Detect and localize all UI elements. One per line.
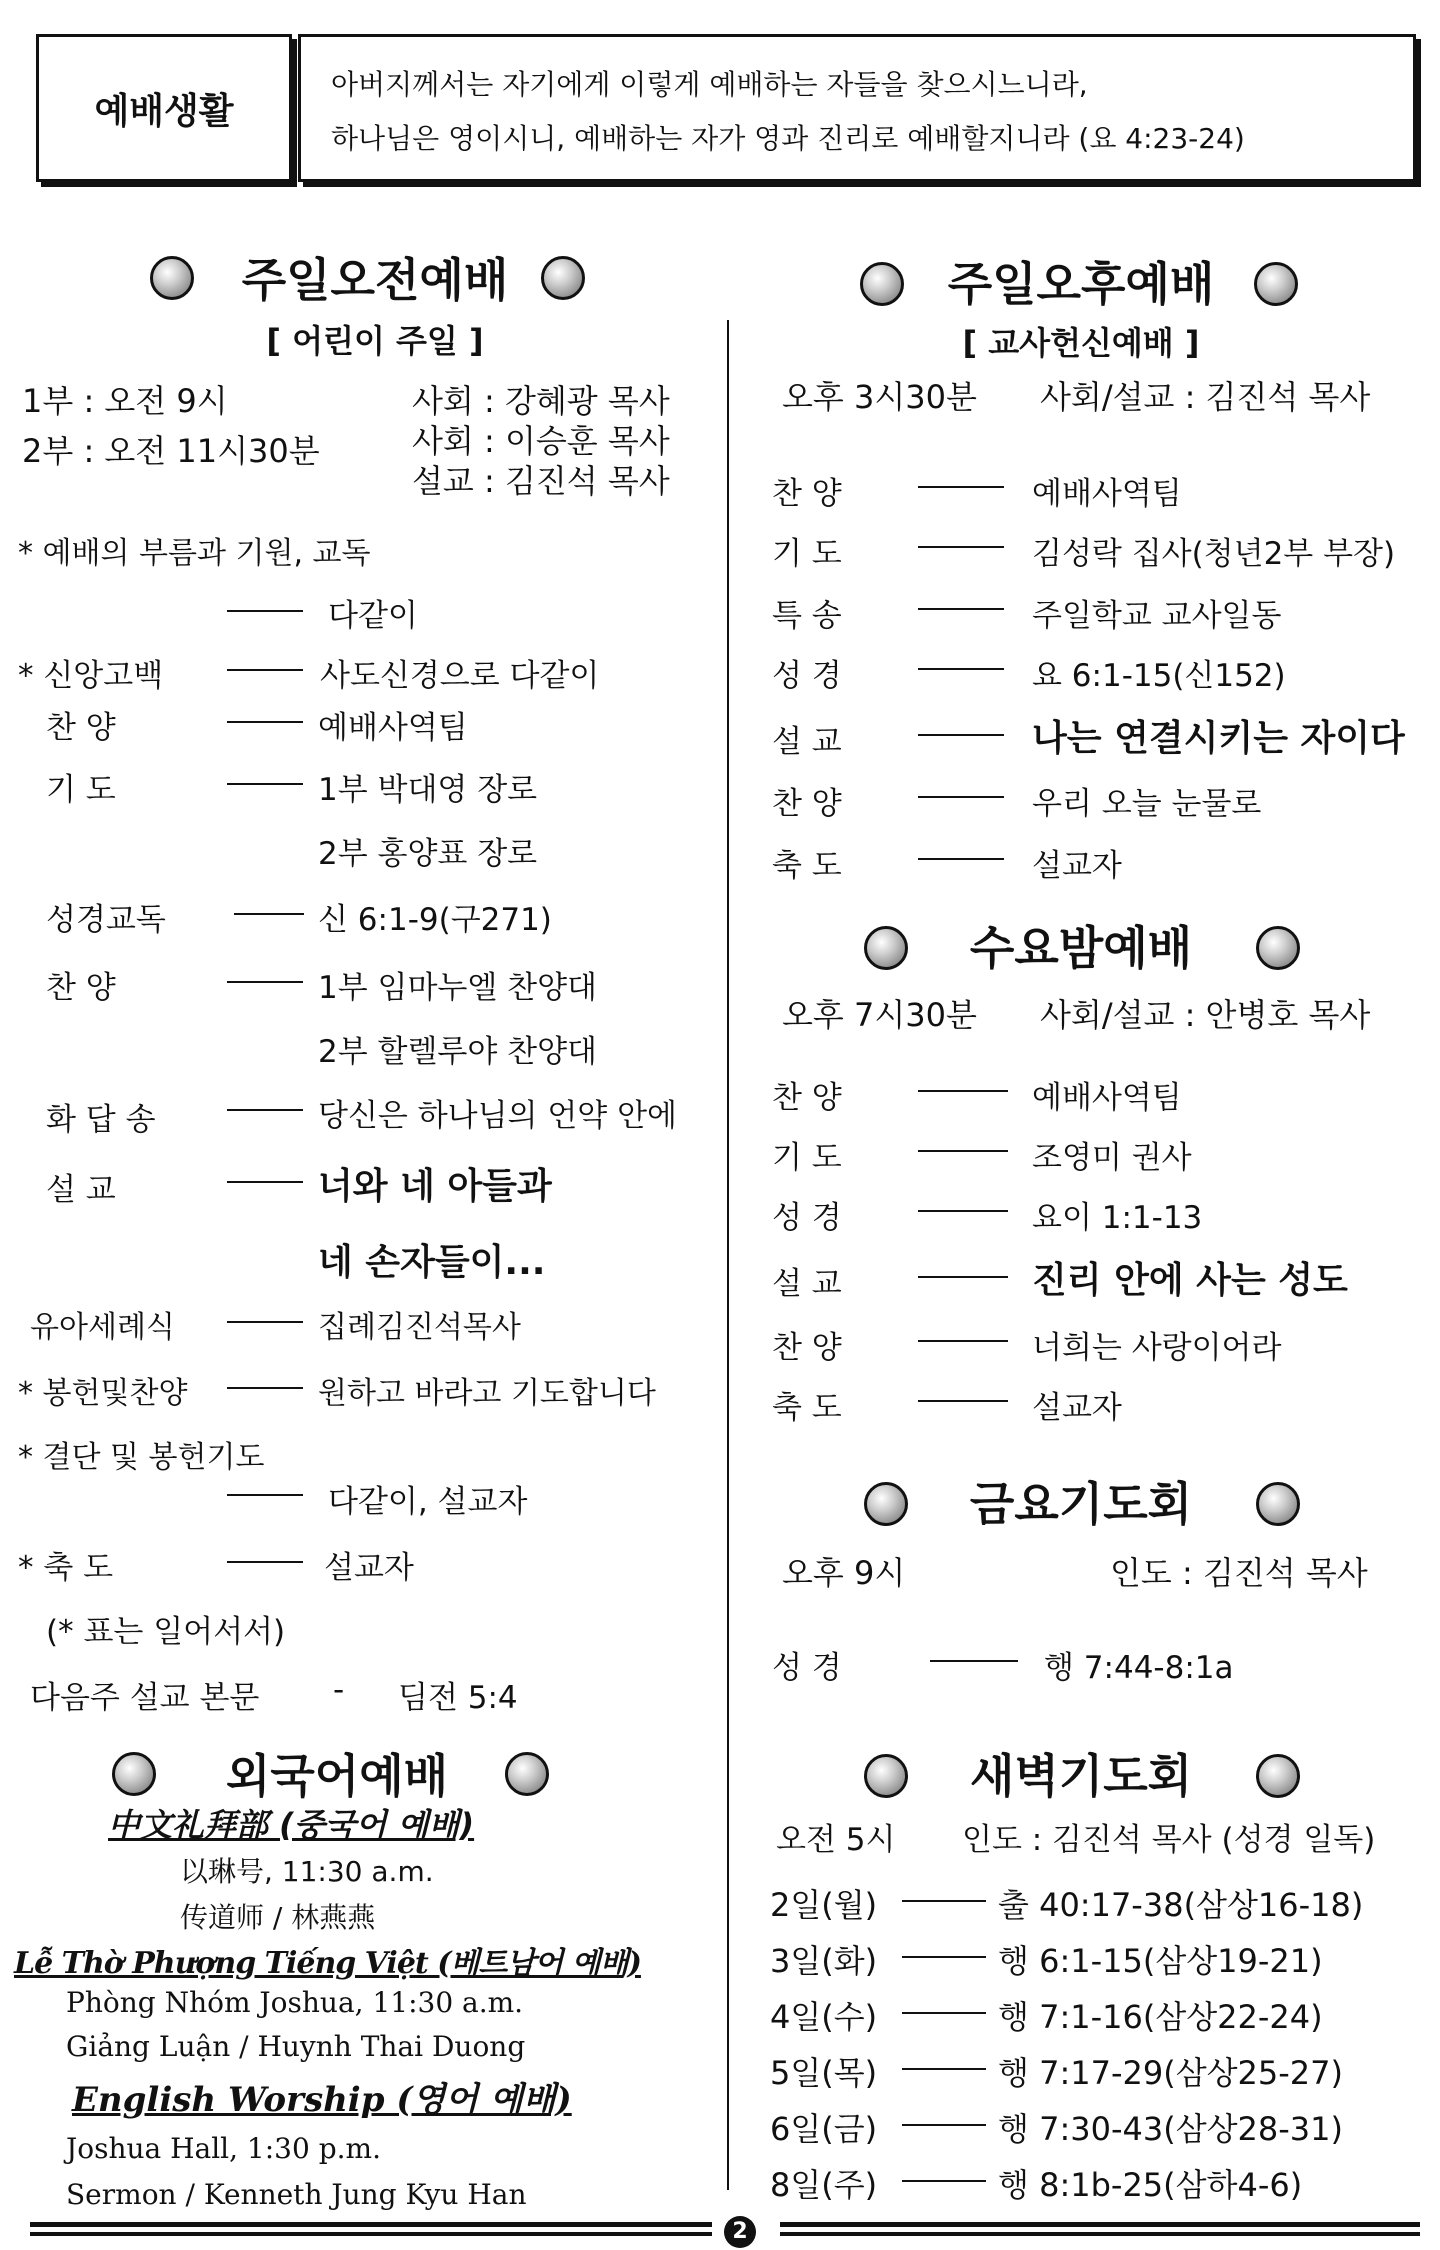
bullet-icon (112, 1752, 156, 1796)
leader-dash (918, 1090, 1008, 1092)
afternoon-row-value: 설교자 (1032, 848, 1122, 884)
leader-dash (918, 858, 1004, 860)
leader-dash (227, 1494, 303, 1496)
vietnamese-service-time: Phòng Nhóm Joshua, 11:30 a.m. (66, 1986, 524, 2019)
leader-dash (227, 1561, 303, 1563)
leader-dash (227, 1387, 303, 1389)
english-service-preacher: Sermon / Kenneth Jung Kyu Han (66, 2178, 527, 2211)
bullet-icon (541, 256, 585, 300)
bullet-icon (505, 1752, 549, 1796)
afternoon-row-label: 찬 양 (772, 476, 842, 512)
afternoon-leader: 사회/설교 : 김진석 목사 (1040, 378, 1371, 416)
order-call-label: * 예배의 부름과 기원, 교독 (18, 536, 371, 571)
afternoon-time: 오후 3시30분 (782, 378, 977, 416)
bullet-icon (1256, 1482, 1300, 1526)
order-praise1-value: 예배사역팀 (318, 710, 468, 746)
bullet-icon (1256, 926, 1300, 970)
bullet-icon (864, 1754, 908, 1798)
order-benediction-label: * 축 도 (18, 1550, 114, 1586)
wednesday-row-value: 설교자 (1032, 1390, 1122, 1426)
afternoon-row-value: 우리 오늘 눈물로 (1032, 786, 1262, 822)
leader-dash (227, 1109, 303, 1111)
leader-dash (918, 486, 1004, 488)
morning-leader-1: 사회 : 강혜광 목사 (412, 382, 670, 420)
order-offering-value: 원하고 바라고 기도합니다 (318, 1376, 656, 1411)
morning-time-1: 1부 : 오전 9시 (22, 382, 228, 420)
friday-title: 금요기도회 (969, 1477, 1193, 1531)
sunday-morning-subtitle: [ 어린이 주일 ] (266, 322, 484, 360)
header-verse-box (298, 34, 1416, 182)
dawn-row-day: 5일(목) (770, 2054, 878, 2092)
leader-dash (918, 1150, 1008, 1152)
afternoon-sermon-title: 나는 연결시키는 자이다 (1032, 718, 1405, 759)
leader-dash (902, 2124, 986, 2126)
leader-dash (227, 1181, 303, 1183)
sunday-afternoon-subtitle: [ 교사헌신예배 ] (962, 324, 1200, 362)
friday-time: 오후 9시 (782, 1554, 906, 1592)
wednesday-time: 오후 7시30분 (782, 996, 977, 1034)
order-praise2-value-1: 1부 임마누엘 찬양대 (318, 970, 597, 1006)
next-week-label: 다음주 설교 본문 (30, 1680, 260, 1716)
order-prayer-value-1: 1부 박대영 장로 (318, 772, 538, 808)
leader-dash (234, 913, 304, 915)
bullet-icon (860, 262, 904, 306)
dawn-row-day: 8일(주) (770, 2166, 878, 2204)
verse-line-2: 하나님은 영이시니, 예배하는 자가 영과 진리로 예배할지니라 (요 4:23-24) (331, 122, 1245, 155)
leader-dash (902, 2012, 986, 2014)
next-week-scripture: 딤전 5:4 (398, 1680, 518, 1716)
order-benediction-value: 설교자 (324, 1550, 414, 1586)
wednesday-row-value: 조영미 권사 (1032, 1140, 1192, 1176)
order-prayer-value-2: 2부 홍양표 장로 (318, 836, 538, 872)
afternoon-row-value: 김성락 집사(청년2부 부장) (1032, 536, 1396, 572)
leader-dash (227, 1321, 303, 1323)
dawn-row-day: 4일(수) (770, 1998, 878, 2036)
order-praise2-value-2: 2부 할렐루야 찬양대 (318, 1034, 597, 1070)
header-label: 예배생활 (94, 90, 234, 132)
afternoon-row-value: 주일학교 교사일동 (1032, 598, 1282, 634)
leader-dash (918, 734, 1004, 736)
leader-dash (918, 1400, 1008, 1402)
bullet-icon (1256, 1754, 1300, 1798)
order-baptism-value: 집례김진석목사 (318, 1310, 521, 1345)
leader-dash (918, 1340, 1008, 1342)
order-sermon-title-1: 너와 네 아들과 (318, 1166, 552, 1207)
leader-dash (918, 546, 1004, 548)
order-reading-label: 성경교독 (46, 902, 166, 938)
leader-dash (918, 668, 1004, 670)
dawn-row-value: 출 40:17-38(삼상16-18) (998, 1886, 1364, 1924)
leader-dash (227, 669, 303, 671)
wednesday-row-label: 찬 양 (772, 1080, 842, 1116)
leader-dash (227, 981, 303, 983)
wednesday-title: 수요밤예배 (969, 921, 1193, 975)
leader-dash (902, 2068, 986, 2070)
dawn-title: 새벽기도회 (969, 1749, 1193, 1803)
friday-leader: 인도 : 김진석 목사 (1110, 1554, 1368, 1592)
dawn-row-value: 행 7:17-29(삼상25-27) (998, 2054, 1343, 2092)
afternoon-row-label: 기 도 (772, 536, 842, 572)
order-creed-value: 사도신경으로 다같이 (320, 658, 600, 694)
column-divider (727, 320, 729, 2190)
leader-dash (227, 721, 303, 723)
chinese-service-preacher: 传道师 / 林燕燕 (180, 1901, 376, 1934)
wednesday-leader: 사회/설교 : 안병호 목사 (1040, 996, 1371, 1034)
dawn-row-value: 행 7:1-16(삼상22-24) (998, 1998, 1323, 2036)
order-response-label: 화 답 송 (46, 1102, 156, 1138)
order-sermon-title-2: 네 손자들이... (318, 1242, 546, 1283)
order-decision-label: * 결단 및 봉헌기도 (18, 1440, 265, 1475)
leader-dash (918, 608, 1004, 610)
wednesday-row-label: 기 도 (772, 1140, 842, 1176)
leader-dash (227, 783, 303, 785)
leader-dash (902, 1900, 986, 1902)
sunday-afternoon-title: 주일오후예배 (947, 257, 1215, 311)
order-praise2-label: 찬 양 (46, 970, 116, 1006)
leader-dash (227, 610, 303, 612)
wednesday-row-value: 너희는 사랑이어라 (1032, 1330, 1282, 1366)
morning-preacher: 설교 : 김진석 목사 (412, 462, 670, 500)
wednesday-row-label: 찬 양 (772, 1330, 842, 1366)
afternoon-row-label: 설 교 (772, 724, 842, 760)
chinese-service-time: 以琳号, 11:30 a.m. (180, 1855, 434, 1888)
leader-dash (902, 1956, 986, 1958)
dawn-leader: 인도 : 김진석 목사 (성경 일독) (962, 1822, 1376, 1858)
dawn-row-day: 2일(월) (770, 1886, 878, 1924)
dawn-row-value: 행 7:30-43(삼상28-31) (998, 2110, 1343, 2148)
leader-dash (930, 1660, 1018, 1662)
friday-row-label: 성 경 (772, 1650, 842, 1686)
leader-dash (902, 2180, 986, 2182)
dawn-row-value: 행 8:1b-25(삼하4-6) (998, 2166, 1303, 2204)
order-creed-label: * 신앙고백 (18, 658, 164, 694)
order-baptism-label: 유아세례식 (30, 1310, 175, 1345)
verse-line-1: 아버지께서는 자기에게 이렇게 예배하는 자들을 찾으시느니라, (331, 68, 1088, 101)
wednesday-row-label: 성 경 (772, 1200, 842, 1236)
leader-dash (918, 796, 1004, 798)
standing-note: (* 표는 일어서서) (46, 1614, 286, 1650)
wednesday-row-label: 설 교 (772, 1266, 842, 1302)
chinese-service-title: 中文礼拜部 (중국어 예배) (108, 1806, 475, 1844)
afternoon-row-label: 특 송 (772, 598, 842, 634)
order-reading-value: 신 6:1-9(구271) (318, 902, 552, 938)
order-praise1-label: 찬 양 (46, 710, 116, 746)
vietnamese-service-title: Lễ Thờ Phượng Tiếng Việt (베트남어 예배) (14, 1946, 641, 1981)
leader-dash (918, 1276, 1008, 1278)
friday-row-value: 행 7:44-8:1a (1044, 1650, 1234, 1686)
header-label-box (36, 34, 292, 182)
wednesday-row-value: 요이 1:1-13 (1032, 1200, 1203, 1236)
morning-time-2: 2부 : 오전 11시30분 (22, 432, 320, 470)
leader-dash (918, 1210, 1008, 1212)
wednesday-sermon-title: 진리 안에 사는 성도 (1032, 1260, 1348, 1301)
dawn-row-day: 6일(금) (770, 2110, 878, 2148)
foreign-title: 외국어예배 (225, 1749, 449, 1803)
next-week-dash: - (333, 1672, 345, 1708)
vietnamese-service-preacher: Giảng Luận / Huynh Thai Duong (66, 2030, 526, 2063)
morning-leader-2: 사회 : 이승훈 목사 (412, 422, 670, 460)
order-decision-value: 다같이, 설교자 (328, 1484, 528, 1520)
page-number: 2 (724, 2216, 756, 2248)
dawn-row-value: 행 6:1-15(삼상19-21) (998, 1942, 1323, 1980)
bullet-icon (864, 926, 908, 970)
order-sermon-label: 설 교 (46, 1172, 116, 1208)
order-offering-label: * 봉헌및찬양 (18, 1376, 188, 1411)
order-prayer-label: 기 도 (46, 772, 116, 808)
english-service-title: English Worship (영어 예배) (72, 2080, 572, 2120)
afternoon-row-value: 요 6:1-15(신152) (1032, 658, 1286, 694)
dawn-time: 오전 5시 (776, 1822, 896, 1858)
english-service-time: Joshua Hall, 1:30 p.m. (66, 2132, 381, 2165)
bullet-icon (864, 1482, 908, 1526)
bullet-icon (150, 256, 194, 300)
wednesday-row-label: 축 도 (772, 1390, 842, 1426)
order-call-value: 다같이 (328, 598, 418, 634)
wednesday-row-value: 예배사역팀 (1032, 1080, 1182, 1116)
order-response-value: 당신은 하나님의 언약 안에 (318, 1098, 677, 1134)
dawn-row-day: 3일(화) (770, 1942, 878, 1980)
afternoon-row-label: 축 도 (772, 848, 842, 884)
afternoon-row-value: 예배사역팀 (1032, 476, 1182, 512)
sunday-morning-title: 주일오전예배 (241, 253, 509, 307)
afternoon-row-label: 찬 양 (772, 786, 842, 822)
afternoon-row-label: 성 경 (772, 658, 842, 694)
bullet-icon (1254, 262, 1298, 306)
